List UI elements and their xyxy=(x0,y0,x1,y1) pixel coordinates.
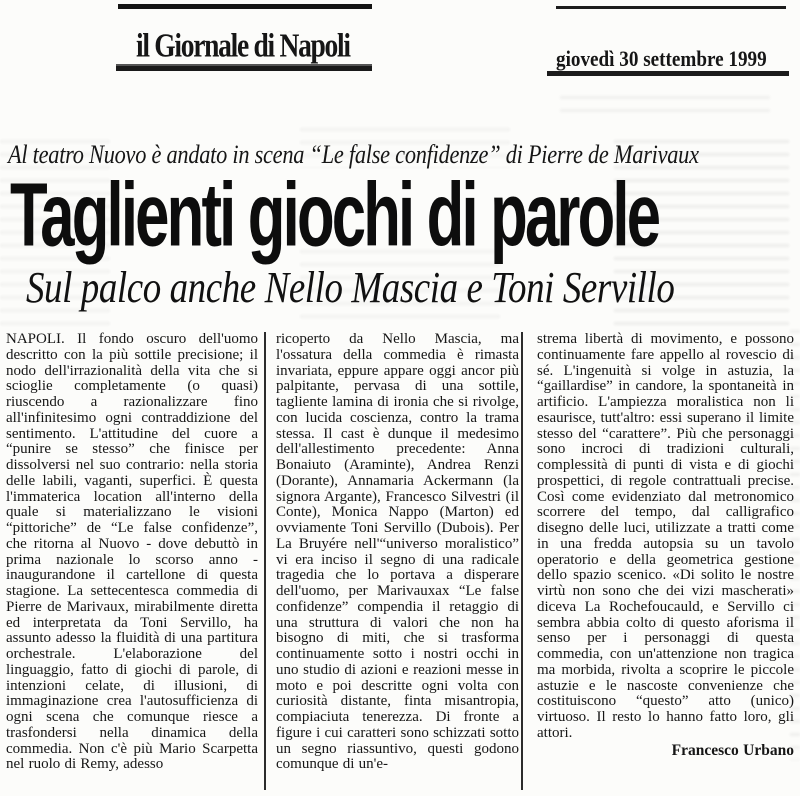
column-divider xyxy=(264,332,266,790)
article-subhead: Sul palco anche Nello Mascia e Toni Servillo xyxy=(26,263,675,312)
dateline-top-rule xyxy=(556,6,786,9)
bleedthrough-smudge xyxy=(560,96,770,122)
dateline-bottom-rule xyxy=(547,71,789,76)
body-column-3 xyxy=(537,332,794,790)
body-column-2: ricoperto da Nello Mascia, ma l'ossatura della commedia è rimasta invariata, eppure appare oggi ancor più palpitante, pervasa di una sottile, tagliente lamina di ironia che si rivolge, con lucida coscienza, contro la trama stessa. Il cast è dunque il medesimo dell'allestimento precedente: Anna Bonaiuto (Araminte), Andrea Renzi (Dorante), Annamaria Ackermann (la signora Argante), Francesco Silvestri (il Conte), Monica Nappo (Marton) ed ovviamente Toni Servillo (Dubois). Per La Bruyére nell'“universo moralistico” vi era inciso il segno di una radicale tragedia che lo portava a disperare dell'uomo, per Marivauxax “Le false confidenze” compendia il retaggio di una struttura di valori che non ha bisogno di miti, che si trasforma continuamente sotto i nostri occhi in uno studio di azioni e reazioni messe in moto e poi descritte ogni volta con curiosità distante, finta misantropia, compiaciuta tenerezza. Di fronte a figure i cui caratteri sono schizzati sotto un segno riassuntivo, questi godono comunque di un'e- xyxy=(276,332,519,773)
masthead-top-rule xyxy=(118,4,372,9)
body-column-3-text: strema libertà di movimento, e possono continuamente fare appello al rovescio di sé. L'ingenuità si volge in astuzia, la “gaillardise” in candore, la spontaneità in artificio. L'ampiezza moralistica non li esaurisce, tutt'altro: essi superano il limite stesso del “carattere”. Più che personaggi sono incroci di tradizioni culturali, complessità di punti di vista e di giochi prospettici, di regole contrattuali precise. Così come evidenziato dal metronomico scorrere del tempo, dal calligrafico disegno delle luci, utilizzate a tratti come in una fredda autopsia su un tavolo operatorio e della geometrica gestione dello spazio scenico. «Di solito le nostre virtù non sono che dei vizi mascherati» diceva La Rochefoucauld, e Servillo ci sembra abbia colto di questo aforisma il senso per i personaggi di questa commedia, con un'attenzione non tragica ma morbida, rivolta a scoprire le piccole astuzie e le nascoste convenienze che costituiscono “questo” atto (unico) virtuoso. Il resto lo hanno fatto loro, gli attori. xyxy=(537,332,794,741)
article-kicker: Al teatro Nuovo è andato in scena “Le false confidenze” di Pierre de Marivaux xyxy=(8,140,699,169)
masthead-title: il Giornale di Napoli xyxy=(136,26,350,64)
dateline: giovedì 30 settembre 1999 xyxy=(556,46,767,71)
column-divider xyxy=(521,332,523,790)
article-headline: Taglienti giochi di parole xyxy=(10,163,659,265)
body-column-1: NAPOLI. Il fondo oscuro dell'uomo descritto con la più sottile precisione; il nodo dell'irrazionalità della vita che si scioglie completamente (o quasi) riuscendo a razionalizzare fino all'infinitesimo ogni contraddizione del sentimento. L'attitudine del cuore a “punire se stesso” che finisce per dissolversi nel suo contrario: nella storia delle labili, vaganti, superfici. È questa l'immaterica location all'interno della quale si materializzano le visioni “pittoriche” de “Le false confidenze”, che ritorna al Nuovo - dove debuttò in prima nazionale lo scorso anno - inaugurandone il cartellone di questa stagione. La settecentesca commedia di Pierre de Marivaux, mirabilmente diretta ed interpretata da Toni Servillo, ha assunto adesso la fluidità di una partitura orchestrale. L'elaborazione del linguaggio, fatto di giochi di parole, di intenzioni celate, di illusioni, di immaginazione crea l'autosufficienza di ogni scena che comunque riesce a trasfondersi nella dinamica della commedia. Non c'è più Mario Scarpetta nel ruolo di Remy, adesso xyxy=(6,332,258,773)
masthead-bottom-rule xyxy=(116,66,372,71)
article-byline: Francesco Urbano xyxy=(671,741,794,759)
article-body xyxy=(6,332,794,790)
